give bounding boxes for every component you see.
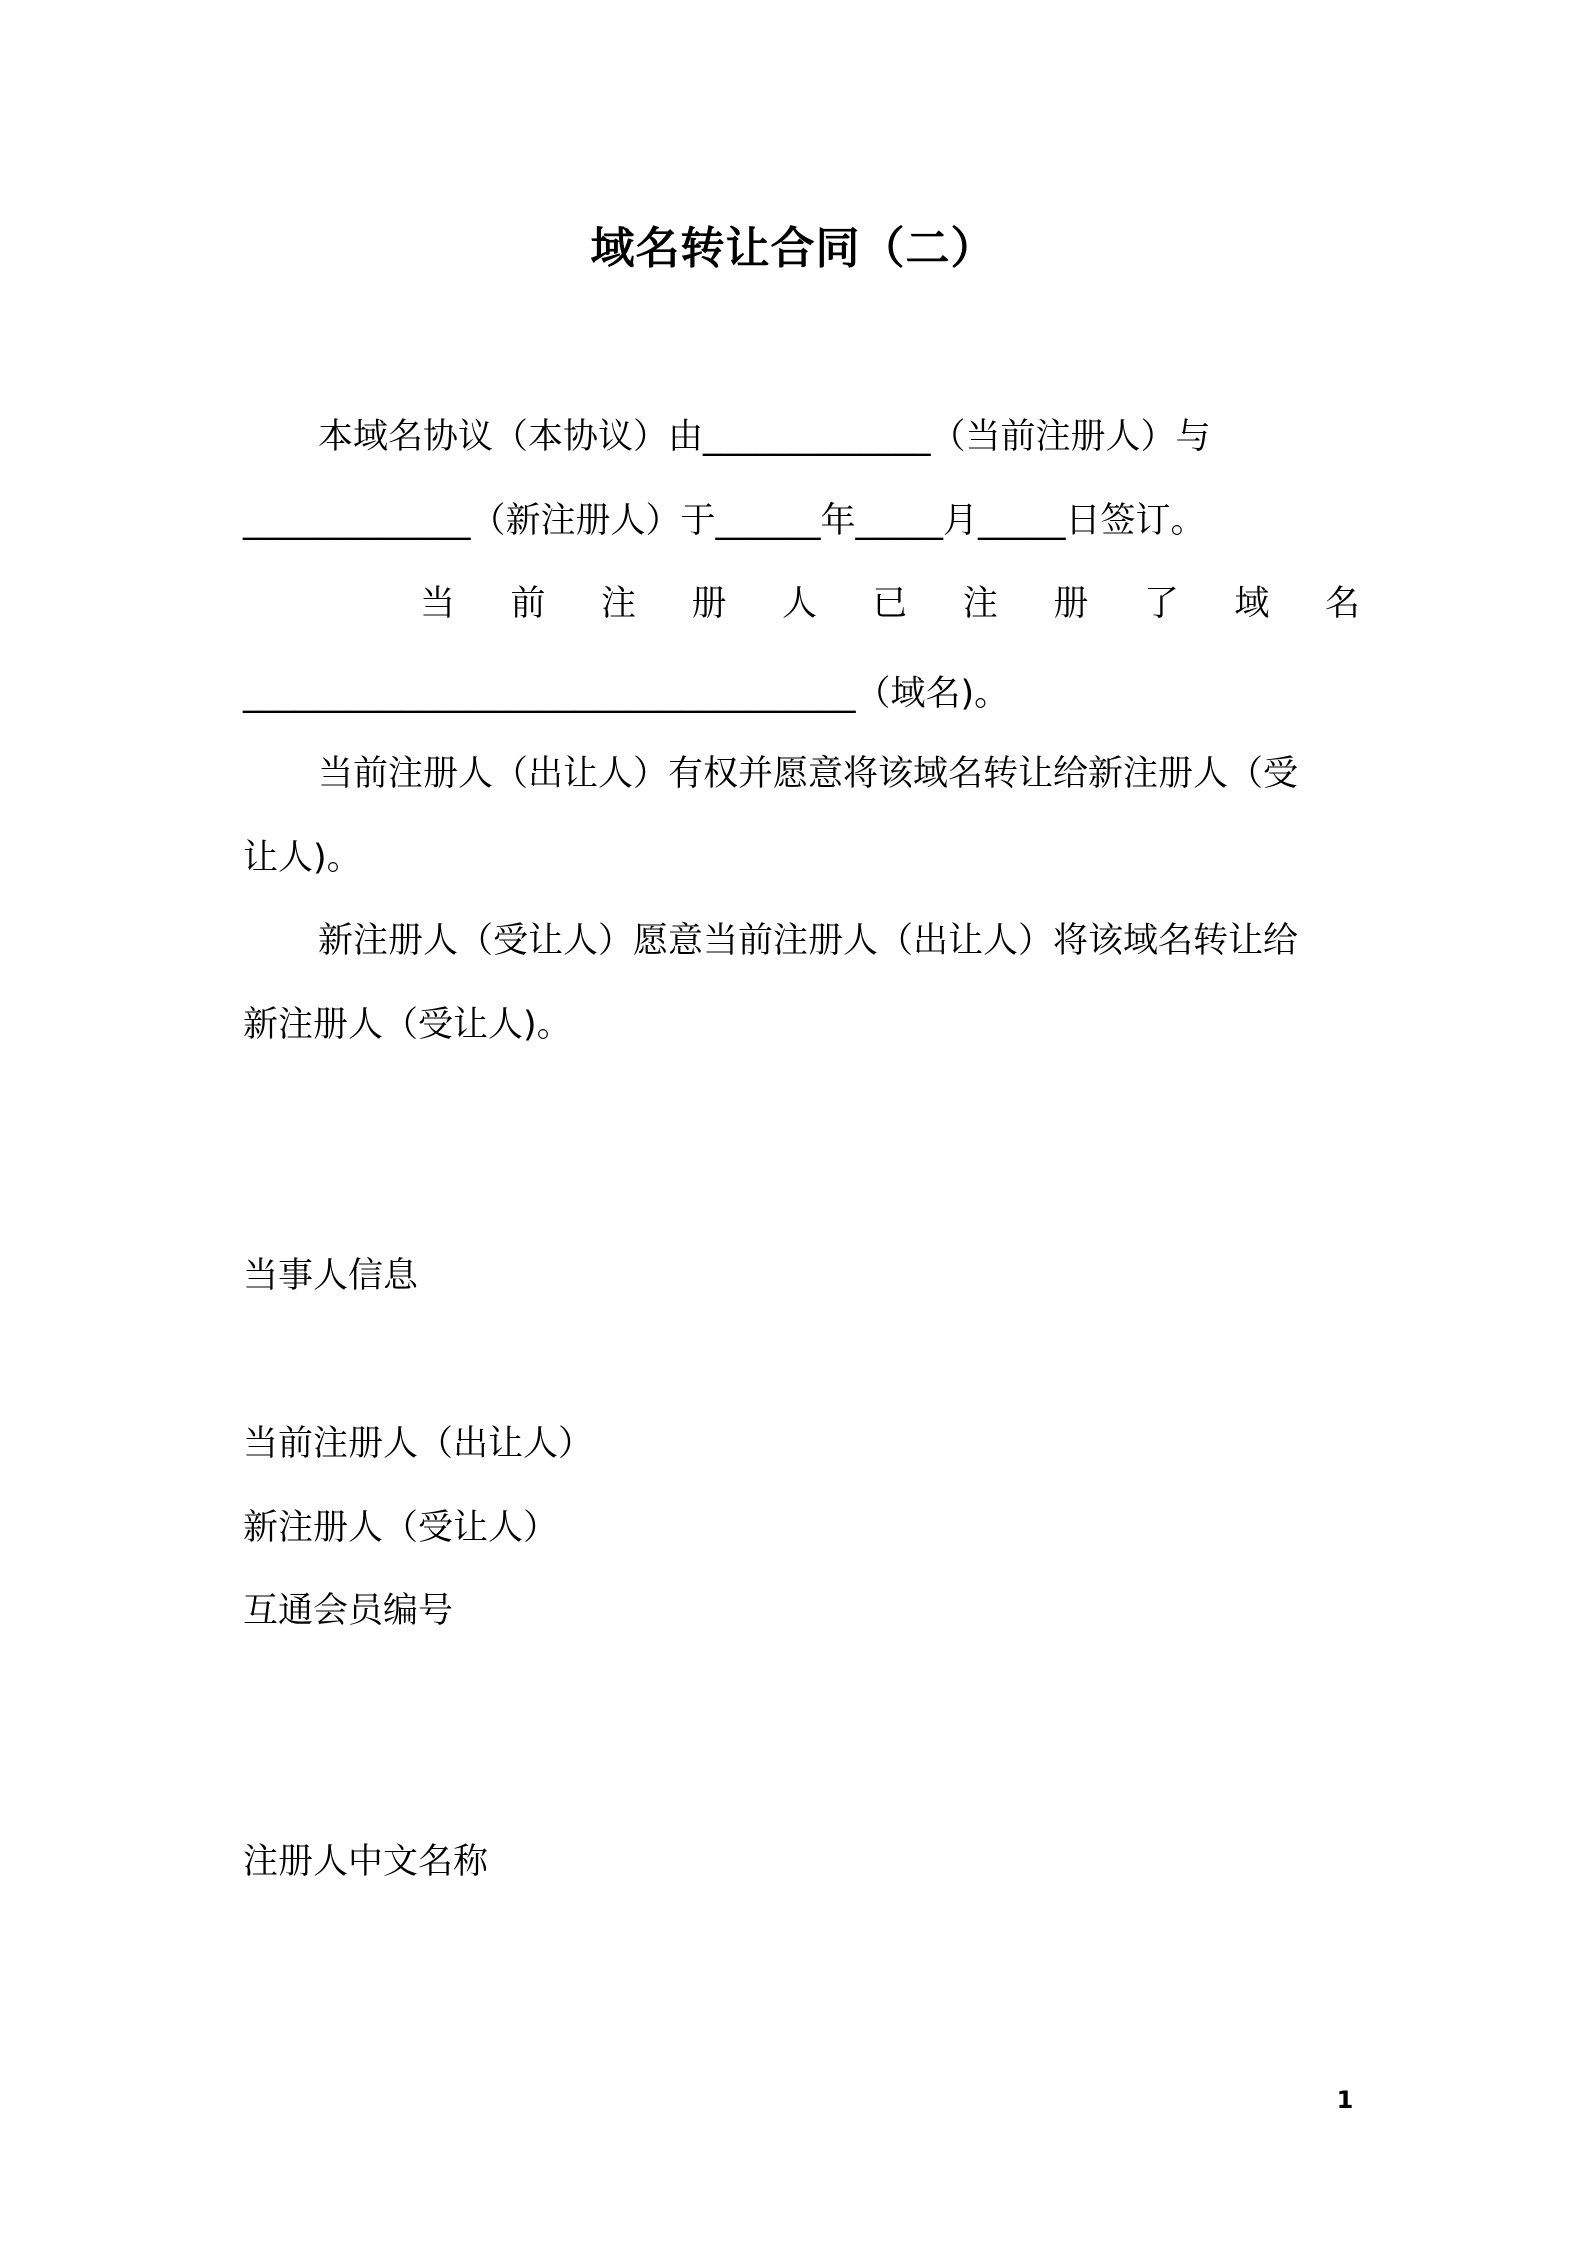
party-new-registrant: 新注册人（受让人） <box>243 1508 559 1548</box>
paragraph-2-line-2: ___________________________________（域名)。 <box>243 674 1010 714</box>
paragraph-4-line-1: 新注册人（受让人）愿意当前注册人（出让人）将该域名转让给 <box>318 921 1299 961</box>
page-number: 1 <box>1336 2086 1354 2114</box>
paragraph-2-char: 名 <box>1324 584 1360 624</box>
paragraph-2-char: 册 <box>1053 584 1089 624</box>
document-title: 域名转让合同（二） <box>590 223 996 274</box>
registrant-chinese-name-label: 注册人中文名称 <box>243 1842 489 1882</box>
paragraph-2-char: 前 <box>510 584 546 624</box>
paragraph-3-line-2: 让人)。 <box>243 838 362 878</box>
paragraph-2-line-1 <box>420 582 1360 626</box>
party-current-registrant: 当前注册人（出让人） <box>243 1424 594 1464</box>
paragraph-2-char: 域 <box>1234 584 1270 624</box>
paragraph-2-char: 了 <box>1143 584 1179 624</box>
paragraph-2-char: 注 <box>962 584 998 624</box>
paragraph-2-char: 当 <box>420 584 456 624</box>
paragraph-2-char: 册 <box>691 584 727 624</box>
paragraph-3-line-1: 当前注册人（出让人）有权并愿意将该域名转让给新注册人（受 <box>318 754 1299 794</box>
member-number-label: 互通会员编号 <box>243 1591 454 1631</box>
section-heading: 当事人信息 <box>243 1256 419 1296</box>
paragraph-4-line-2: 新注册人（受让人)。 <box>243 1005 572 1045</box>
paragraph-1-line-1: 本域名协议（本协议）由_____________（当前注册人）与 <box>318 417 1211 457</box>
paragraph-2-char: 注 <box>600 584 636 624</box>
paragraph-2-char: 已 <box>872 584 908 624</box>
paragraph-1-line-2: _____________（新注册人）于______年_____月_____日签订。 <box>243 501 1206 541</box>
paragraph-2-char: 人 <box>781 584 817 624</box>
